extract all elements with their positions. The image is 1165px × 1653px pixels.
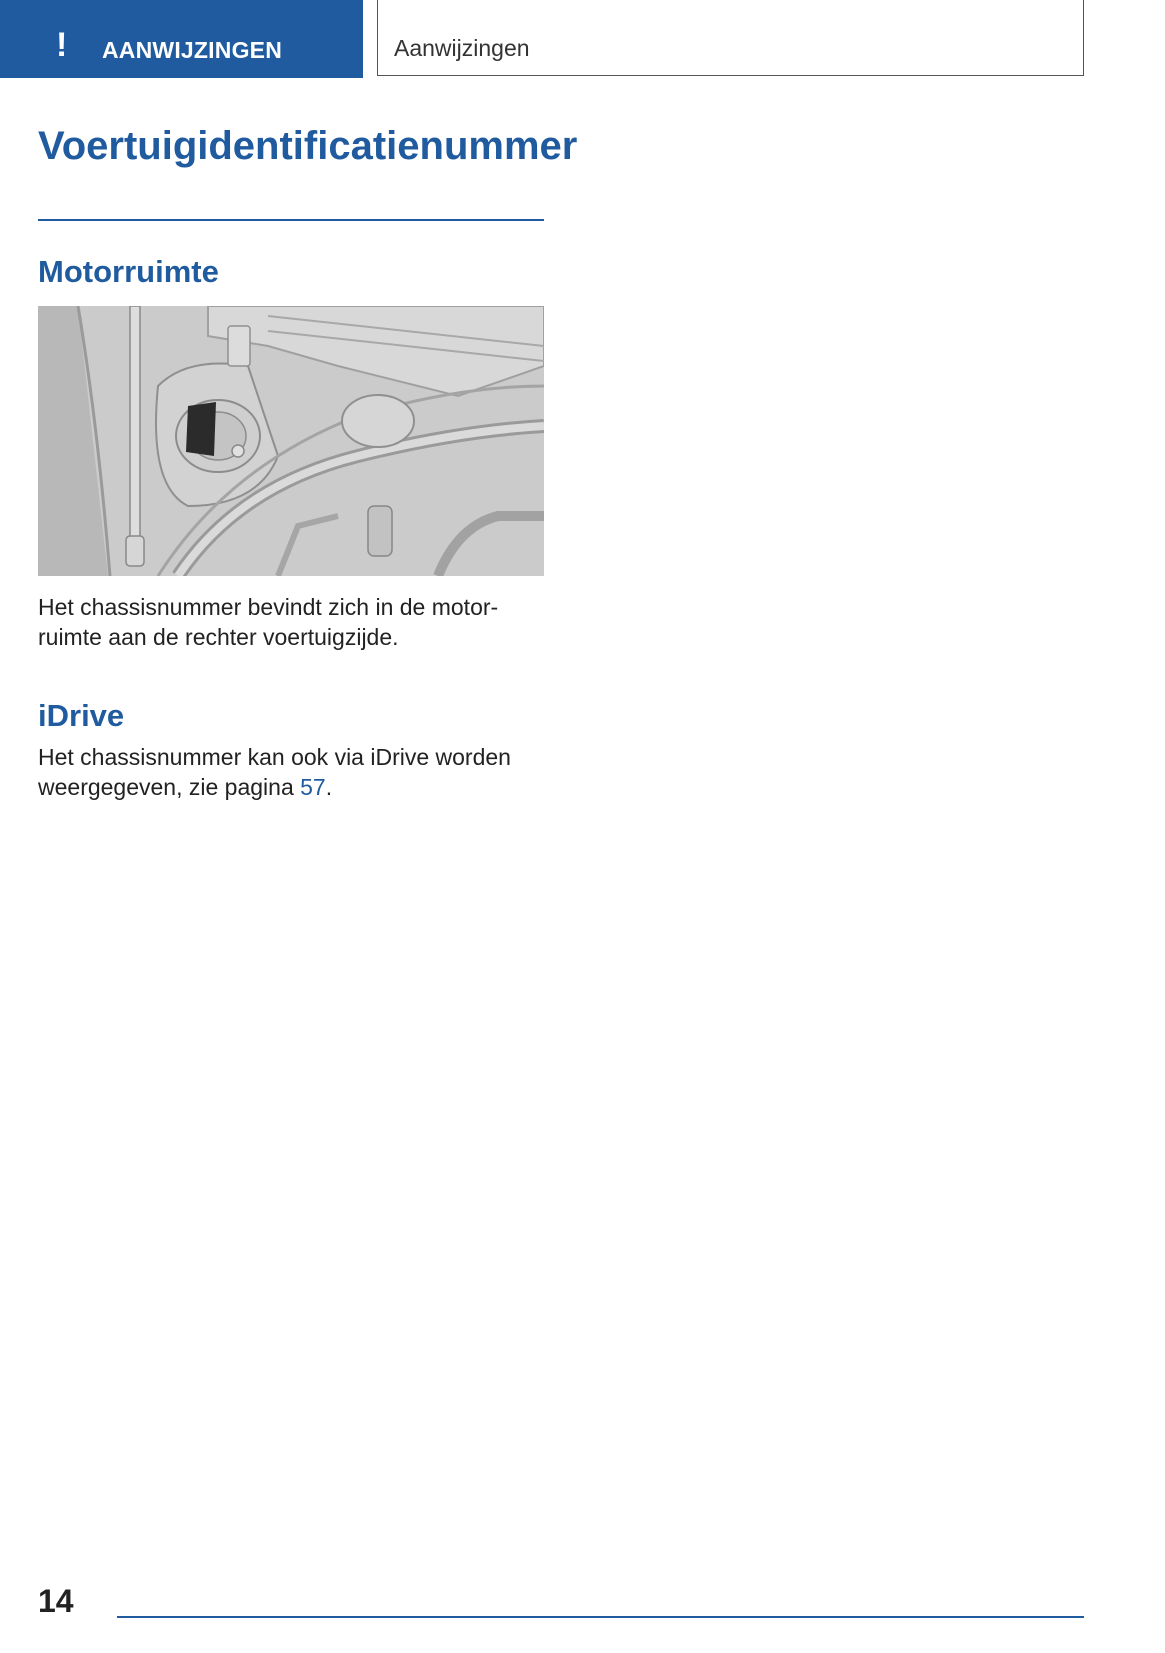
- chapter-title: AANWIJZINGEN: [102, 37, 283, 63]
- section-title: Aanwijzingen: [394, 35, 530, 61]
- idrive-text-main: Het chassisnummer kan ook via iDrive worden weergegeven, zie pagina: [38, 744, 511, 800]
- section-tab: [377, 0, 1084, 76]
- idrive-heading: iDrive: [38, 698, 125, 733]
- exclamation-icon: !: [56, 26, 68, 64]
- footer-divider: [117, 1616, 1084, 1618]
- page-57-link[interactable]: 57: [300, 774, 326, 800]
- chapter-tab: [0, 0, 363, 78]
- idrive-text: [38, 742, 538, 802]
- idrive-text-end: .: [325, 774, 333, 800]
- motorruimte-heading: Motorruimte: [38, 254, 219, 289]
- page-number: 14: [38, 1583, 74, 1619]
- engine-bay-illustration: [38, 306, 544, 576]
- page-title: Voertuigidentificatienummer: [38, 124, 578, 168]
- title-divider: [38, 219, 544, 221]
- motorruimte-text: Het chassisnummer bevindt zich in de motor- ruimte aan de rechter voertuigzijde.: [38, 594, 499, 650]
